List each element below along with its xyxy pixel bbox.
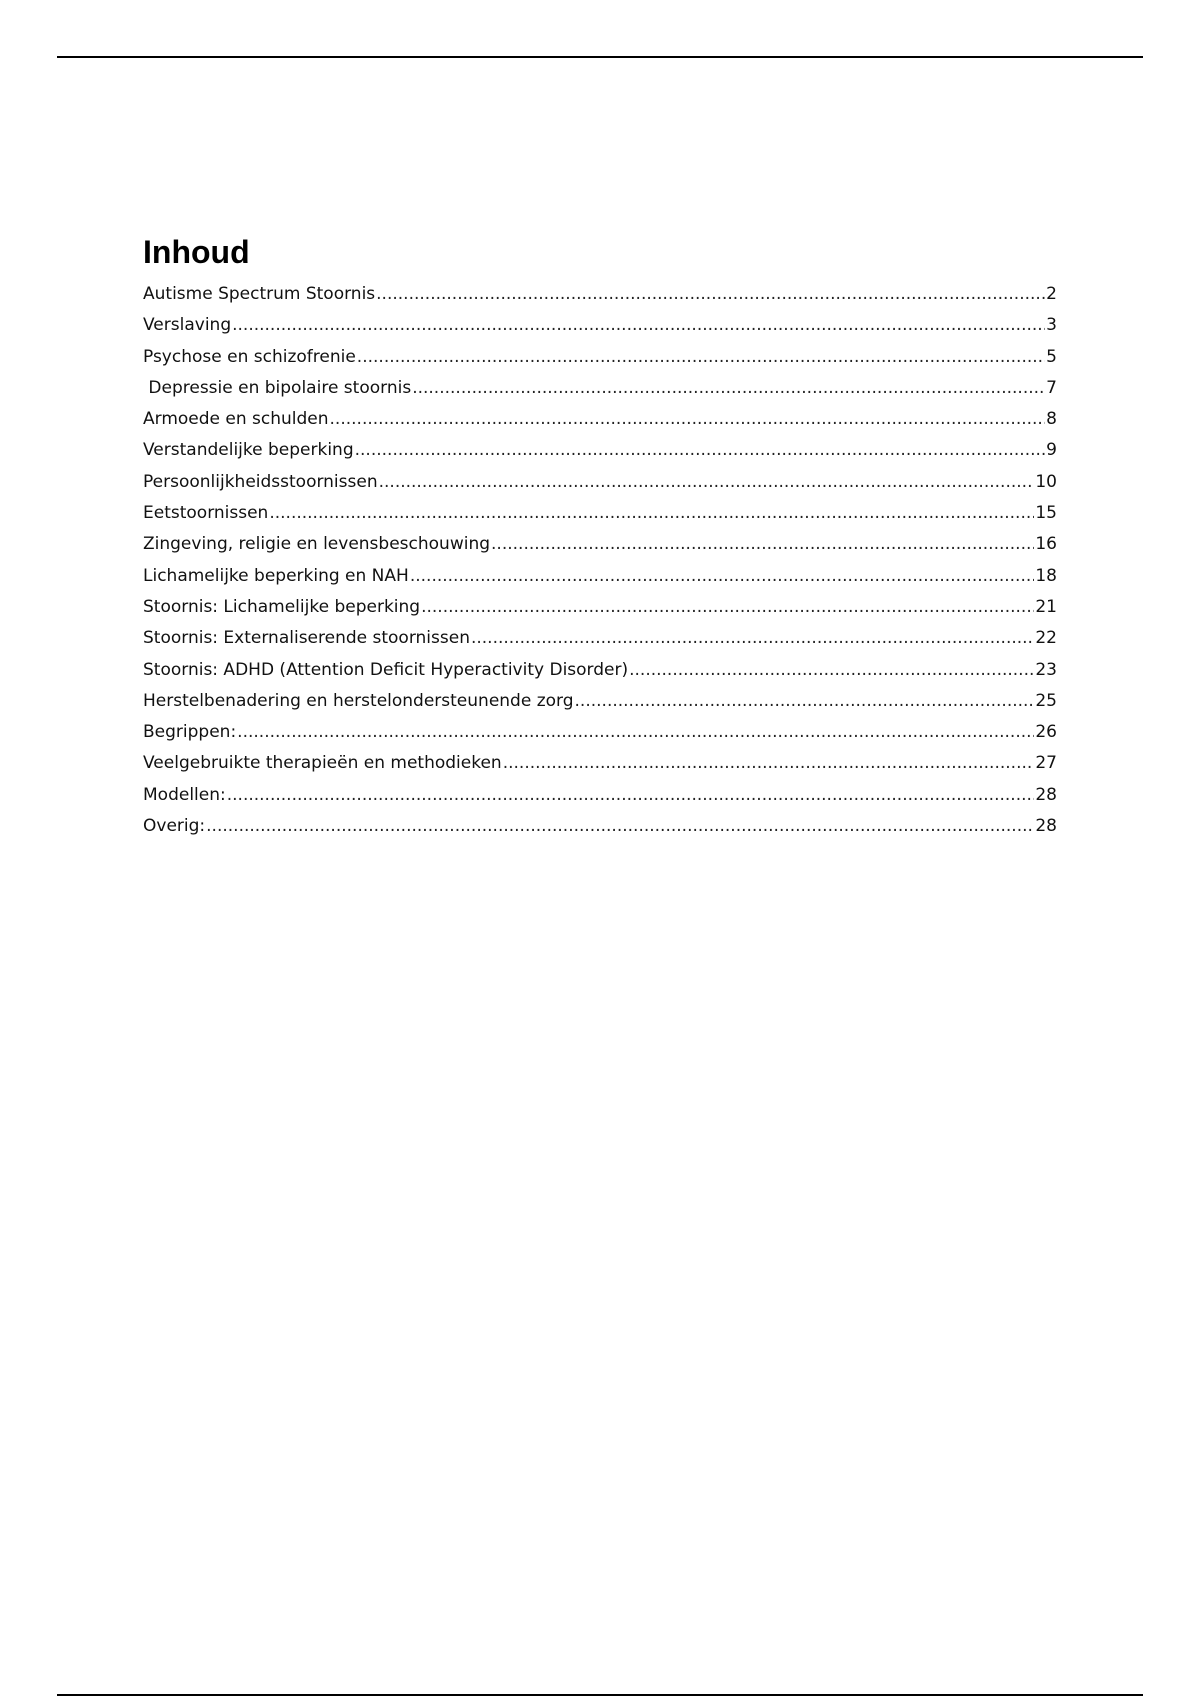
toc-entry[interactable] — [143, 440, 1057, 471]
toc-dot-leader — [237, 722, 1034, 742]
toc-entry[interactable] — [143, 347, 1057, 378]
toc-entry[interactable] — [143, 472, 1057, 503]
toc-entry[interactable] — [143, 660, 1057, 691]
toc-entry-page-number: 28 — [1035, 784, 1057, 805]
toc-entry[interactable] — [143, 785, 1057, 816]
toc-dot-leader — [379, 472, 1035, 492]
toc-dot-leader — [355, 440, 1046, 460]
toc-entry[interactable] — [143, 597, 1057, 628]
toc-entry[interactable] — [143, 503, 1057, 534]
toc-dot-leader — [206, 816, 1034, 836]
toc-dot-leader — [269, 503, 1034, 523]
toc-entry-page-number: 8 — [1046, 409, 1057, 430]
toc-entry-label: Stoornis: Externaliserende stoornissen — [143, 628, 470, 649]
toc-entry-label: Overig: — [143, 816, 206, 837]
toc-entry-label: Verslaving — [143, 315, 232, 336]
toc-dot-leader — [575, 691, 1035, 711]
toc-entry-label: Persoonlijkheidsstoornissen — [143, 471, 378, 492]
toc-entry-page-number: 15 — [1035, 503, 1057, 524]
toc-entry-page-number: 23 — [1035, 659, 1057, 680]
toc-entry[interactable] — [143, 566, 1057, 597]
header-rule — [57, 56, 1143, 58]
toc-entry[interactable] — [143, 628, 1057, 659]
toc-entry-label: Lichamelijke beperking en NAH — [143, 565, 409, 586]
toc-dot-leader — [471, 628, 1034, 648]
toc-dot-leader — [330, 409, 1046, 429]
toc-entry[interactable] — [143, 722, 1057, 753]
toc-entry[interactable] — [143, 691, 1057, 722]
toc-entry-label: Armoede en schulden — [143, 409, 329, 430]
toc-entry-page-number: 10 — [1035, 471, 1057, 492]
toc-dot-leader — [376, 284, 1045, 304]
toc-dot-leader — [503, 753, 1035, 773]
toc-list — [143, 284, 1057, 847]
toc-entry[interactable] — [143, 378, 1057, 409]
toc-dot-leader — [232, 315, 1045, 335]
toc-entry-label: Verstandelijke beperking — [143, 440, 354, 461]
toc-entry-page-number: 2 — [1046, 284, 1057, 304]
toc-entry-page-number: 22 — [1035, 628, 1057, 649]
toc-entry[interactable] — [143, 753, 1057, 784]
toc-entry-label: Modellen: — [143, 784, 226, 805]
toc-entry[interactable] — [143, 816, 1057, 847]
toc-entry-page-number: 5 — [1046, 346, 1057, 367]
toc-entry-label: Eetstoornissen — [143, 503, 269, 524]
footer-rule — [57, 1694, 1143, 1696]
toc-entry-label: Veelgebruikte therapieën en methodieken — [143, 753, 502, 774]
toc-dot-leader — [412, 378, 1045, 398]
toc-entry-label: Stoornis: Lichamelijke beperking — [143, 596, 421, 617]
toc-entry-page-number: 27 — [1035, 753, 1057, 774]
toc-entry[interactable] — [143, 315, 1057, 346]
toc-entry-page-number: 7 — [1046, 377, 1057, 398]
toc-entry[interactable] — [143, 409, 1057, 440]
toc-title: Inhoud — [143, 234, 250, 270]
toc-entry-page-number: 18 — [1035, 565, 1057, 586]
toc-entry-page-number: 28 — [1035, 816, 1057, 837]
table-of-contents — [143, 226, 1057, 847]
toc-entry-label: Depressie en bipolaire stoornis — [143, 377, 412, 398]
toc-entry-page-number: 3 — [1046, 315, 1057, 336]
toc-entry[interactable] — [143, 284, 1057, 315]
toc-entry-label: Psychose en schizofrenie — [143, 346, 356, 367]
toc-entry-label: Autisme Spectrum Stoornis — [143, 284, 376, 304]
toc-entry-page-number: 16 — [1035, 534, 1057, 555]
toc-entry-label: Stoornis: ADHD (Attention Deficit Hyperactivity Disorder) — [143, 659, 629, 680]
toc-entry-page-number: 25 — [1035, 690, 1057, 711]
toc-dot-leader — [357, 347, 1045, 367]
toc-entry-page-number: 21 — [1035, 596, 1057, 617]
toc-entry-label: Zingeving, religie en levensbeschouwing — [143, 534, 491, 555]
toc-entry-label: Herstelbenadering en herstelondersteunende zorg — [143, 690, 574, 711]
toc-dot-leader — [421, 597, 1034, 617]
toc-dot-leader — [629, 660, 1034, 680]
toc-dot-leader — [491, 534, 1034, 554]
toc-entry-label: Begrippen: — [143, 722, 237, 743]
toc-dot-leader — [227, 785, 1035, 805]
toc-entry-page-number: 9 — [1046, 440, 1057, 461]
toc-entry[interactable] — [143, 534, 1057, 565]
toc-entry-page-number: 26 — [1035, 722, 1057, 743]
toc-dot-leader — [410, 566, 1035, 586]
